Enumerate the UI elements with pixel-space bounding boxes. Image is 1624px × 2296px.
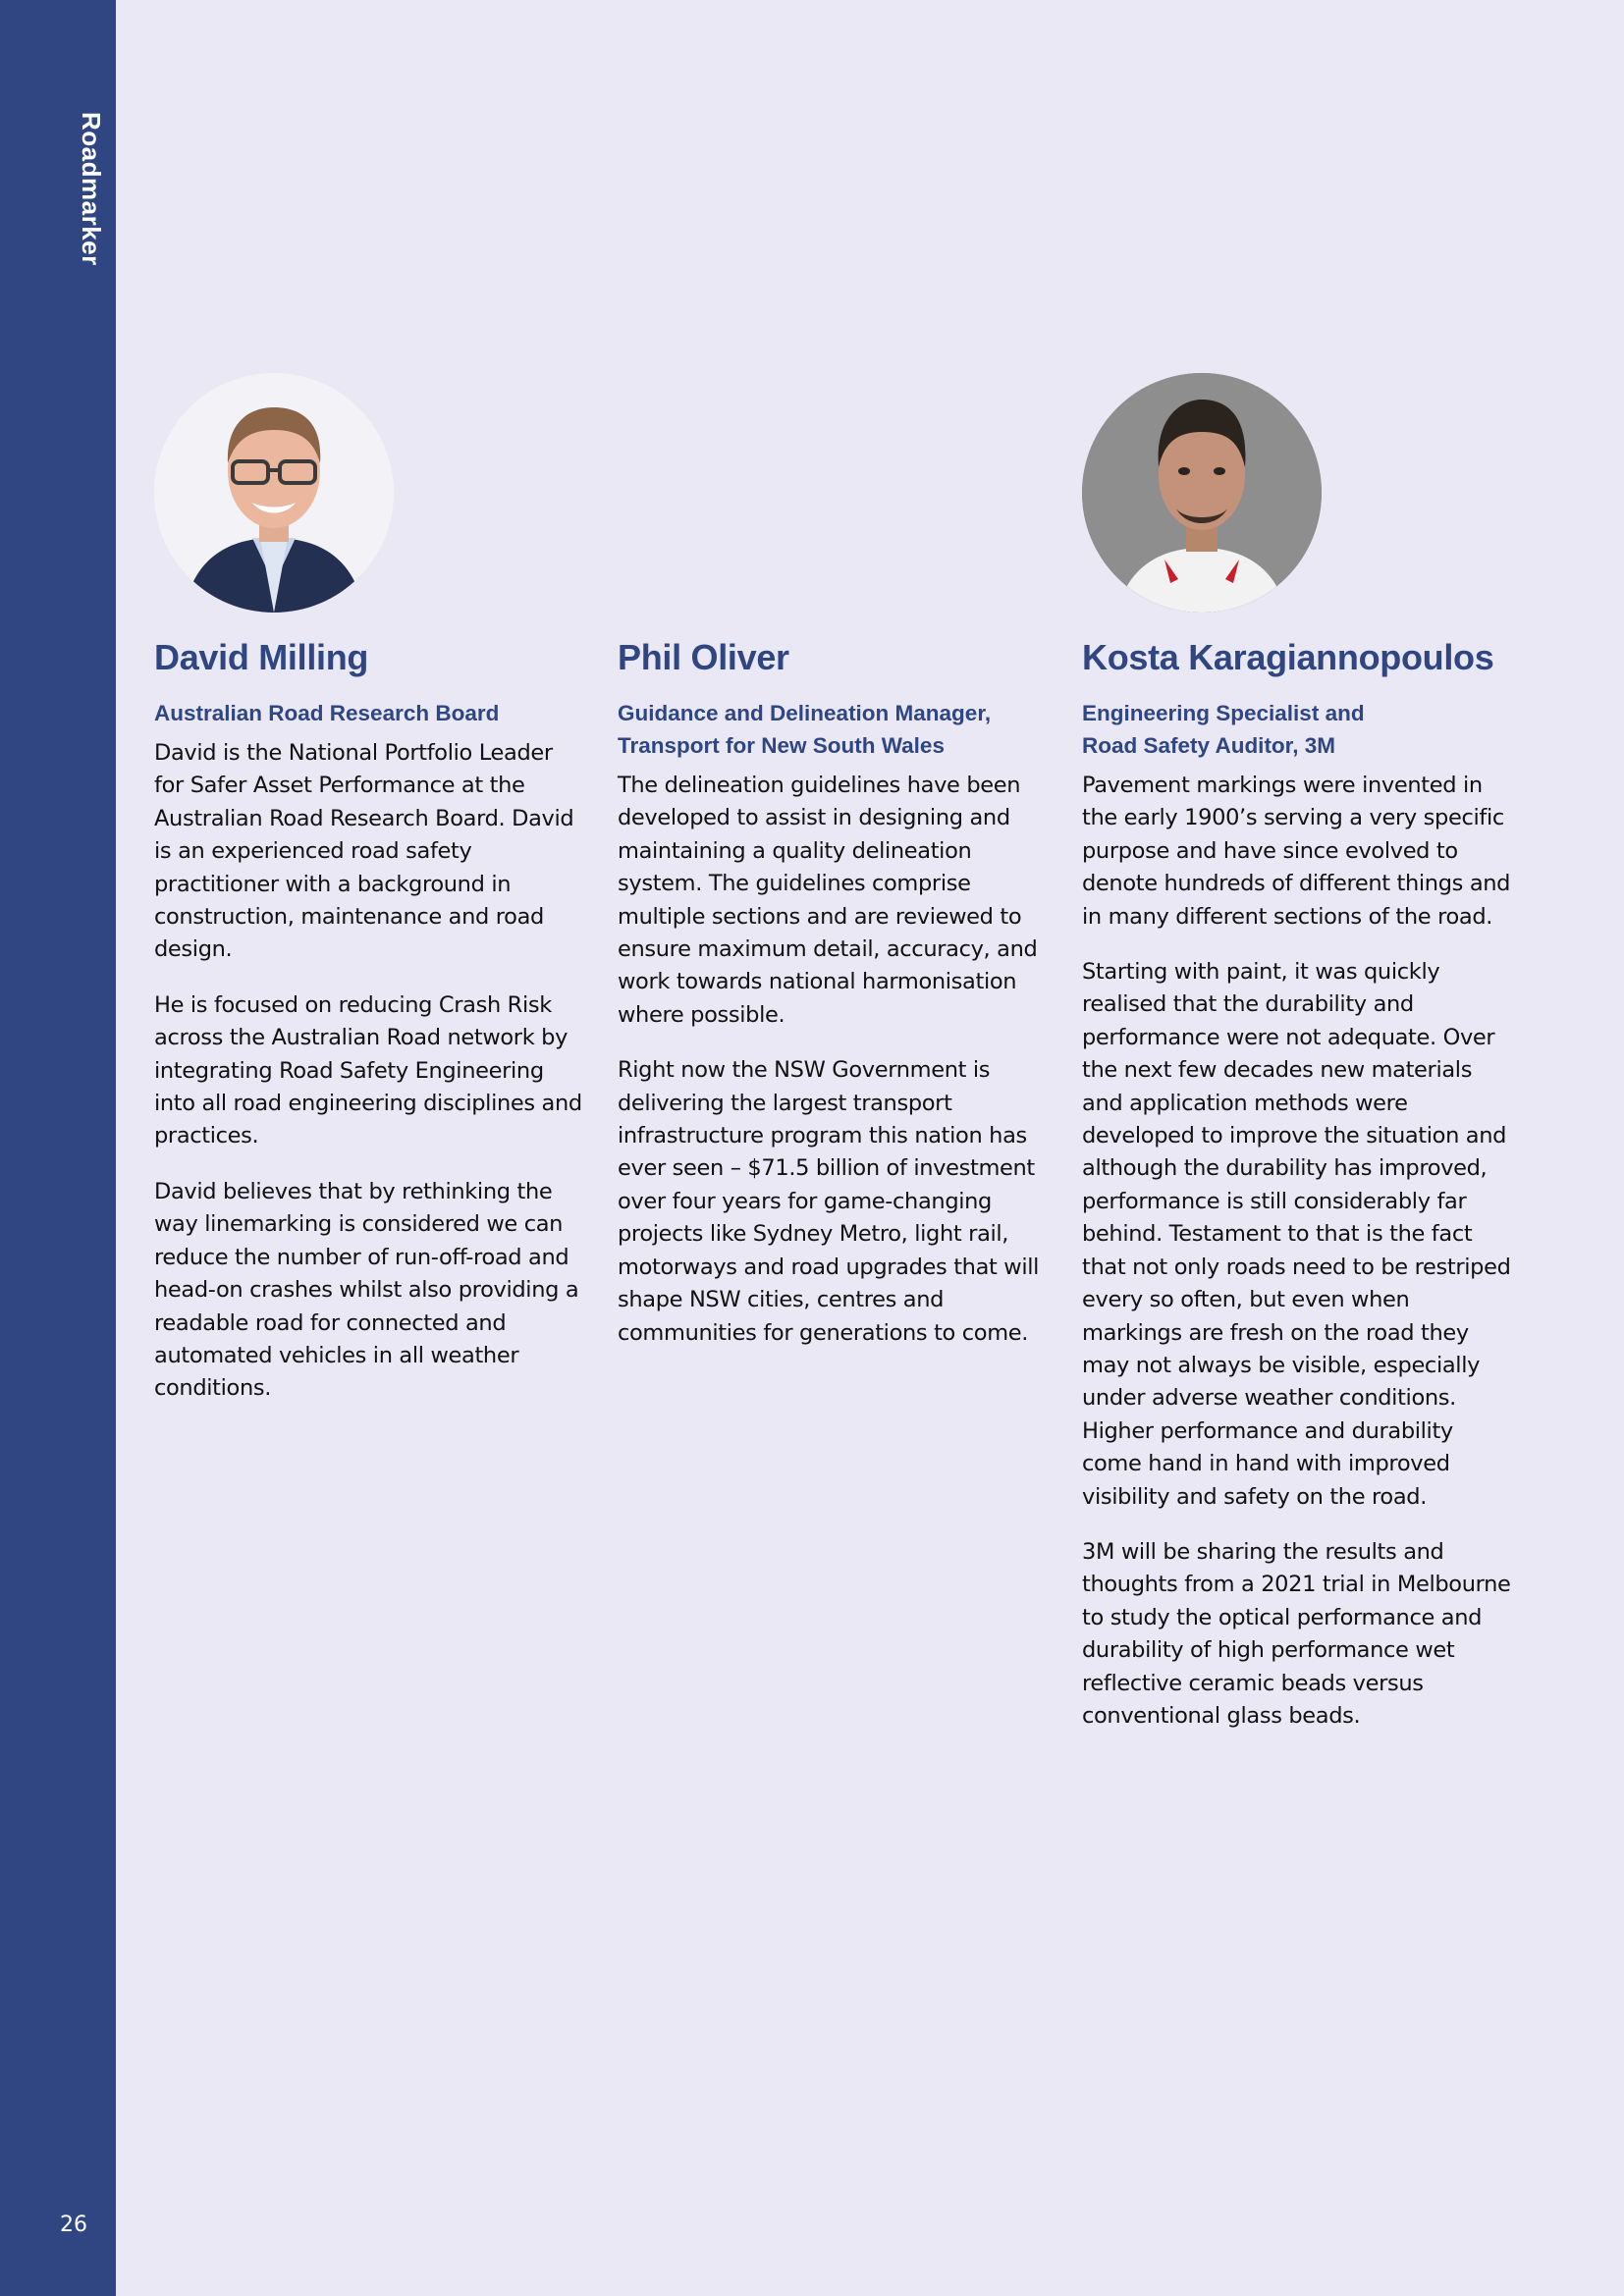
bio-paragraph: David believes that by rethinking the way linemarking is considered we can reduce the number of run-off-road and head-on crashes whilst also providing a readable road for connected and automated vehicles in all weather conditions. [154,1178,579,1402]
speaker-organisation: Road Safety Auditor, 3M [1082,733,1335,758]
sidebar [0,0,116,2296]
speaker-column-david-milling [154,636,586,1428]
bio-paragraph: He is focused on reducing Crash Risk across the Australian Road network by integrating Road Safety Engineering into all road engineering disciplines and practices. [154,991,582,1149]
speaker-column-phil-oliver [618,636,1050,1372]
bio-paragraph: 3M will be sharing the results and thoughts from a 2021 trial in Melbourne to study the optical performance and durability of high performance wet reflective ceramic beads versus conventional glass beads. [1082,1538,1511,1729]
speaker-organisation: Transport for New South Wales [618,733,945,758]
speaker-name: David Milling [154,637,369,677]
speaker-role: Engineering Specialist and [1082,701,1365,725]
speaker-name: Phil Oliver [618,637,789,677]
bio-paragraph: The delineation guidelines have been developed to assist in designing and maintaining a quality delineation system. The guidelines comprise multiple sections and are reviewed to ensure maximum detail, accuracy, and work towards national harmonisation where possible. [618,773,1038,1028]
bio-paragraph: David is the National Portfolio Leader for Safer Asset Performance at the Australian Road Research Board. David is an experienced road safety practitioner with a background in construction, maintenance and road design. [154,740,574,963]
kosta-karagiannopoulos-photo [1082,373,1322,613]
david-milling-photo [154,373,394,613]
publication-brand: Roadmarker [77,112,106,266]
bio-paragraph: Right now the NSW Government is delivering the largest transport infrastructure program this nation has ever seen – $71.5 billion of investment over four years for game-changing projects like Sydney Metro, light rail, motorways and road upgrades that will shape NSW cities, centres and communities for generations to come. [618,1057,1040,1346]
portrait-illustration [154,373,394,613]
speaker-role: Guidance and Delineation Manager, [618,701,992,725]
bio-paragraph: Starting with paint, it was quickly realised that the durability and performance were not adequate. Over the next few decades new materials and application methods were developed to improve the situation and although the durability has improved, performance is still considerably far behind. Testament to that is the fact that not only roads need to be restriped every so often, but even when markings are fresh on the road they may not always be visible, especially under adverse weather conditions. Higher performance and durability come hand in hand with improved visibility and safety on the road. [1082,959,1511,1510]
portrait-illustration [1082,373,1322,613]
page-number: 26 [60,2213,87,2237]
bio-paragraph: Pavement markings were invented in the early 1900’s serving a very specific purpose and have since evolved to denote hundreds of different things and in many different sections of the road. [1082,773,1511,930]
speaker-affiliation: Australian Road Research Board [154,701,500,725]
speaker-column-kosta-karagiannopoulos [1082,636,1514,1755]
speaker-name: Kosta Karagiannopoulos [1082,637,1494,677]
